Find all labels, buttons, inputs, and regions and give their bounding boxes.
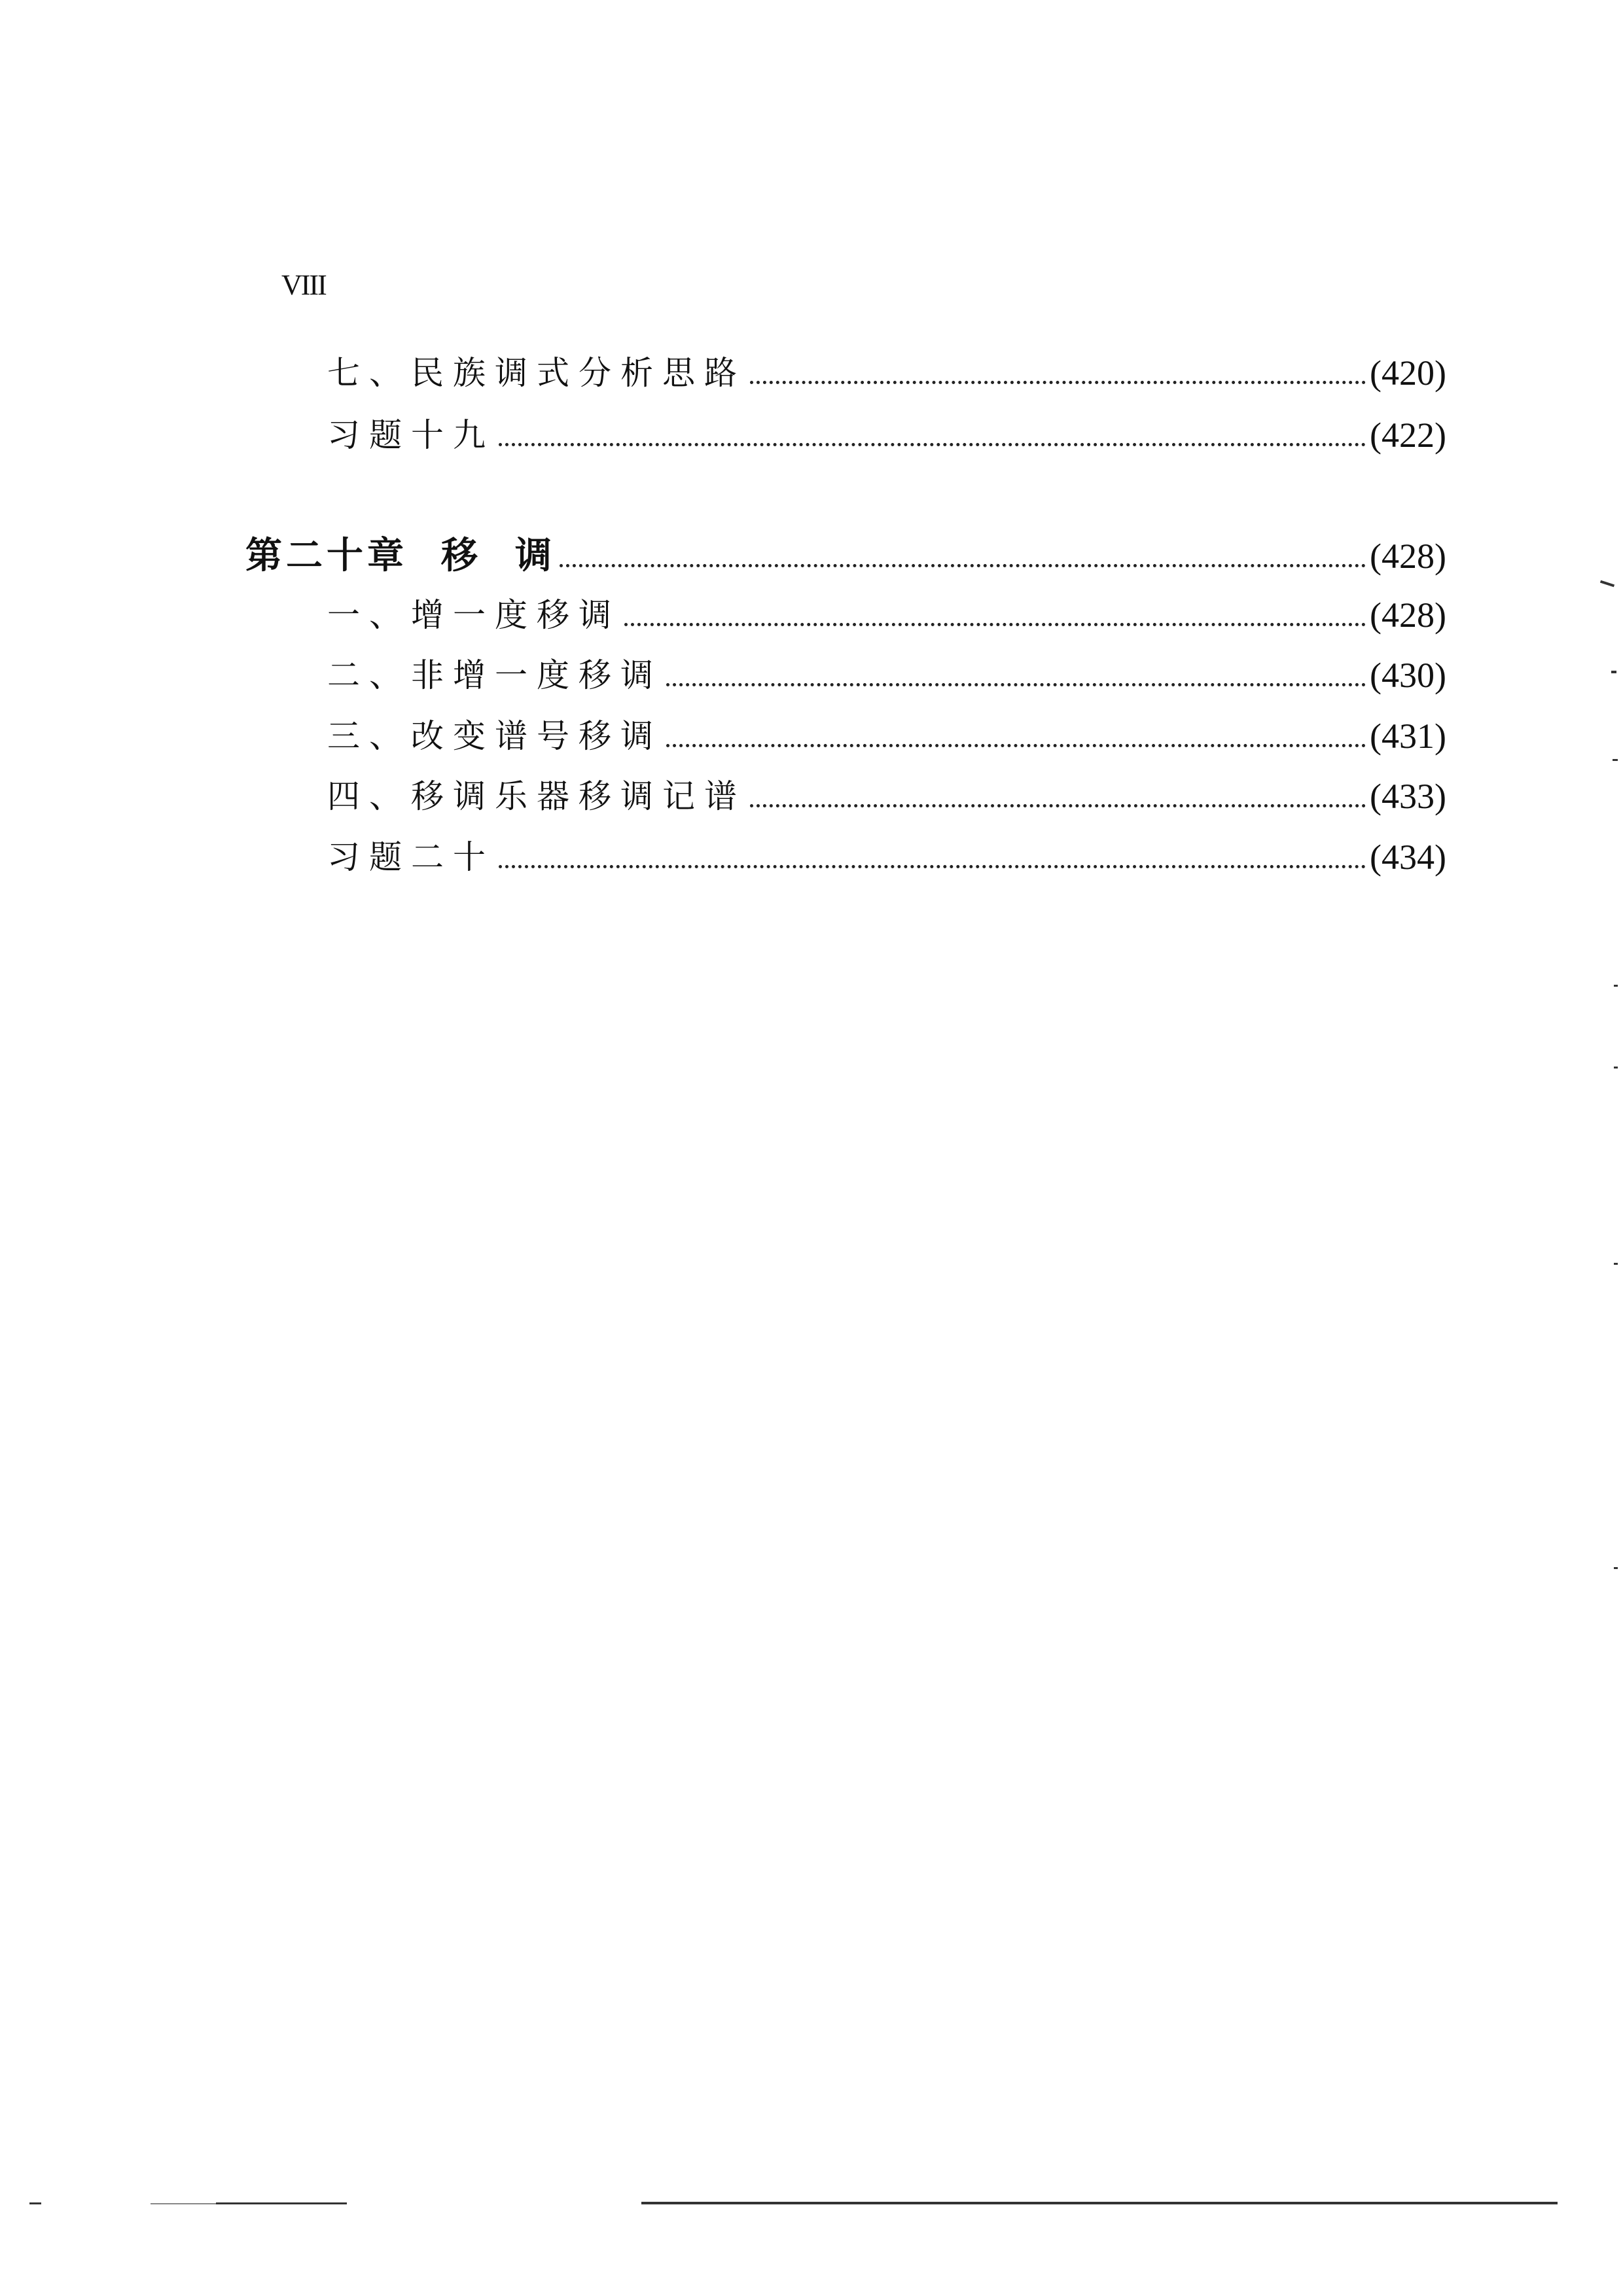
page-number: VIII [281,269,326,301]
toc-dot-leader [624,623,1366,626]
toc-dot-leader [750,804,1366,807]
toc-entry-page: (431) [1370,716,1446,756]
toc-entry-title: 三、改变谱号移调 [327,717,662,755]
toc-chapter-title: 第二十章 移 调 [245,535,556,577]
toc-entry[interactable] [327,412,1446,458]
scan-artifact-mark [1614,1567,1618,1569]
toc-entry-title: 习题二十 [327,838,495,876]
scan-artifact-mark [151,2203,216,2204]
toc-entry-page: (428) [1370,595,1446,635]
scan-artifact-mark [1614,985,1618,987]
toc-entry-page: (433) [1370,777,1446,816]
toc-entry-page: (420) [1370,353,1446,393]
toc-entry[interactable] [327,652,1446,698]
scan-artifact-mark [1600,580,1614,588]
toc-chapter-entry[interactable] [245,533,1446,579]
toc-dot-leader [499,865,1366,868]
toc-entry[interactable] [327,773,1446,819]
toc-entry-title: 习题十九 [327,416,495,454]
toc-entry-title: 二、非增一度移调 [327,656,662,694]
toc-entry-page: (430) [1370,656,1446,695]
scan-artifact-mark [216,2202,347,2204]
toc-entry[interactable] [327,713,1446,759]
scan-artifact-mark [1611,671,1616,673]
toc-entry[interactable] [327,592,1446,638]
toc-entry-title: 四、移调乐器移调记谱 [327,777,746,815]
toc-dot-leader [666,683,1366,686]
scan-artifact-mark [1614,1067,1618,1069]
toc-entry-page: (428) [1370,537,1446,576]
toc-entry[interactable] [327,350,1446,396]
toc-entry-title: 一、增一度移调 [327,596,620,634]
scan-artifact-mark [641,2202,1558,2204]
toc-entry-title: 七、民族调式分析思路 [327,354,746,392]
toc-entry[interactable] [327,834,1446,880]
toc-dot-leader [750,381,1366,384]
toc-entry-page: (422) [1370,415,1446,455]
toc-dot-leader [560,564,1366,567]
toc-dot-leader [666,744,1366,747]
scan-artifact-mark [1613,759,1618,761]
scan-artifact-mark [1614,1263,1618,1265]
scan-artifact-mark [29,2202,41,2204]
toc-entry-page: (434) [1370,838,1446,877]
toc-dot-leader [499,443,1366,446]
